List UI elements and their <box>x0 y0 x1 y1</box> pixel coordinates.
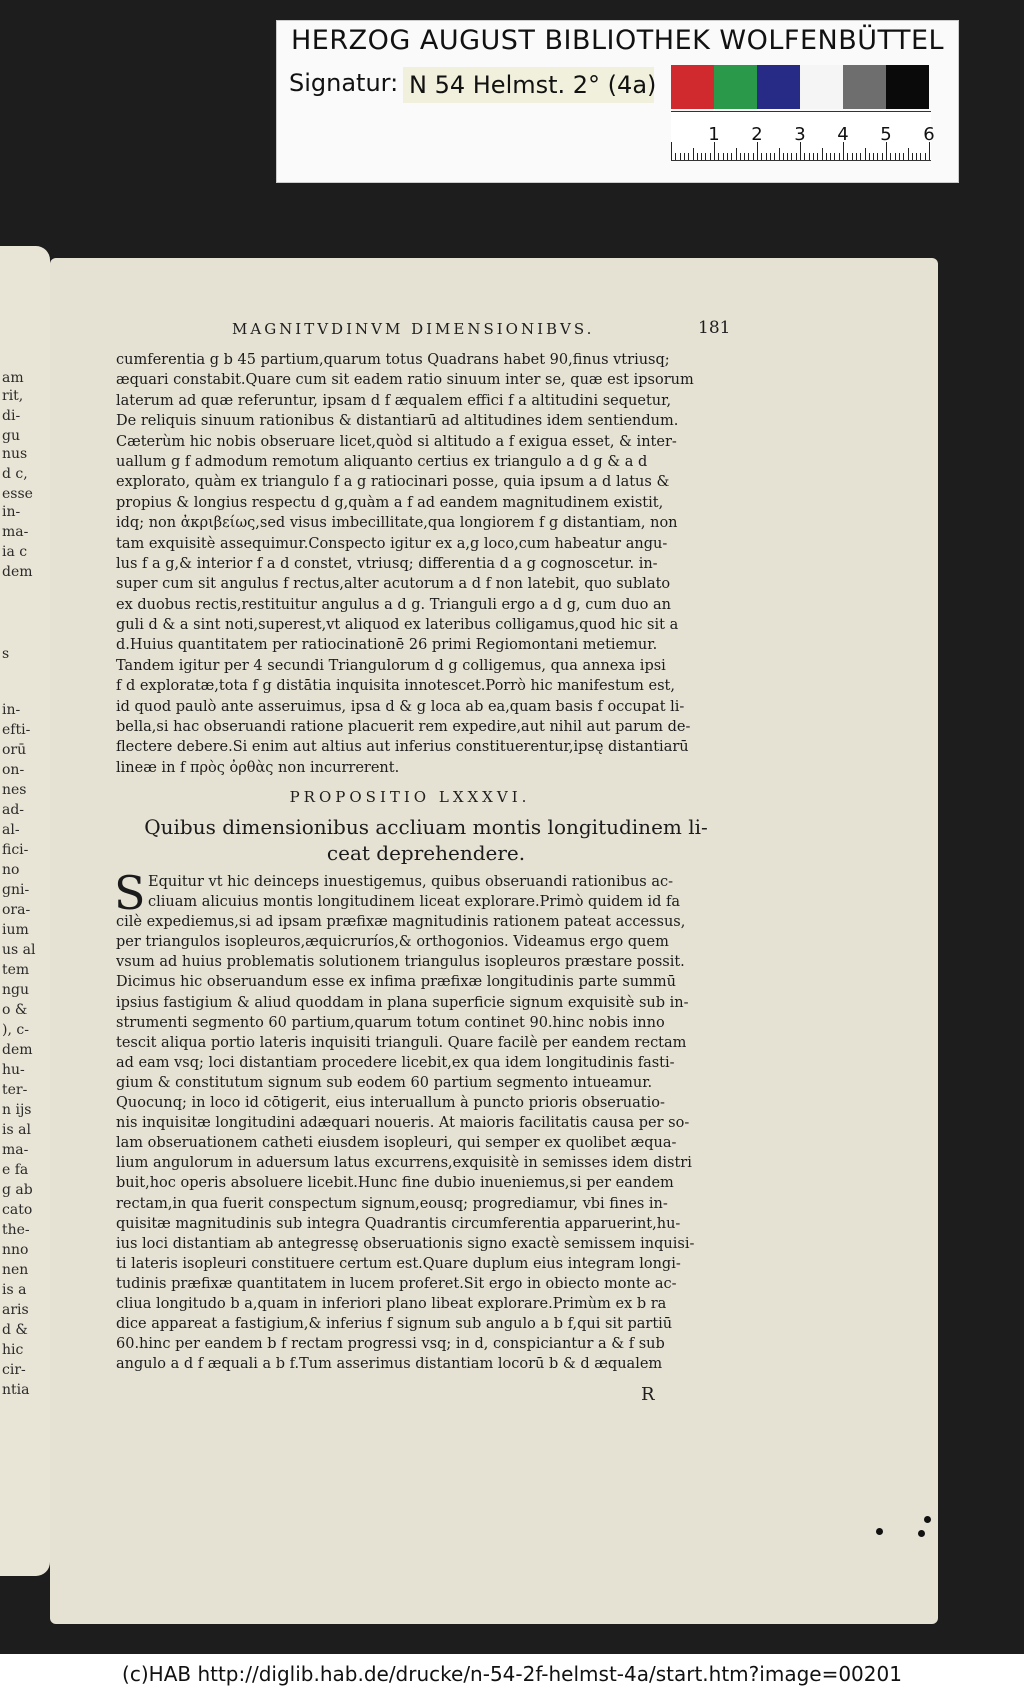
section-title <box>116 814 736 866</box>
left-page-text-fragment: ter- <box>2 1082 28 1098</box>
ink-dot <box>924 1516 931 1523</box>
ruler-tick <box>727 153 728 160</box>
ruler-tick <box>826 153 827 160</box>
measurement-ruler <box>671 111 935 161</box>
paragraph-2 <box>114 866 736 1374</box>
left-page-text-fragment: ), c- <box>2 1022 29 1038</box>
color-swatch <box>714 65 757 109</box>
ruler-tick <box>766 153 767 160</box>
text-line: ad eam vsq; loci distantiam procedere licebit,ex qua idem longitudinis fasti- <box>116 1054 675 1071</box>
ruler-tick <box>834 153 835 160</box>
color-swatch <box>671 65 714 109</box>
text-line: propius & longius respectu d g,quàm a f ad eandem magnitudinem existit, <box>116 494 664 511</box>
ruler-tick <box>890 153 891 160</box>
ruler-tick <box>723 153 724 160</box>
left-page-text-fragment: gu <box>2 428 20 444</box>
ruler-tick <box>809 153 810 160</box>
left-page-text-fragment: cato <box>2 1202 33 1218</box>
left-page-text-fragment: rit, <box>2 388 24 404</box>
ruler-tick <box>908 148 909 160</box>
text-line: explorato, quàm ex triangulo f a g ratiocinari posse, quia ipsum a d latus & <box>116 474 670 491</box>
ruler-tick <box>847 153 848 160</box>
color-calibration-swatches <box>671 65 929 109</box>
text-line: cilè expediemus,si ad ipsam præfixæ magnitudinis rationem pateat accessus, <box>116 914 686 931</box>
ruler-tick <box>753 153 754 160</box>
left-page-text-fragment: tem <box>2 962 30 978</box>
library-name: HERZOG AUGUST BIBLIOTHEK WOLFENBÜTTEL <box>291 25 945 56</box>
text-line: lineæ in f πρὸς ὀρθὰς non incurrerent. <box>116 759 400 776</box>
ruler-tick <box>718 153 719 160</box>
text-line: lam obseruationem catheti eiusdem isopleuri, qui semper ex quolibet æqua- <box>116 1135 677 1152</box>
ruler-tick <box>774 153 775 160</box>
left-page-text-fragment: the- <box>2 1222 30 1238</box>
text-line: ti lateris isopleuri constituere certum est.Quare duplum eius integram longi- <box>116 1255 681 1272</box>
ruler-tick <box>882 153 883 160</box>
text-line: buit,hoc operis absoluere licebit.Hunc fine dubio inueniemus,si per eandem <box>116 1175 674 1192</box>
left-page-text-fragment: hu- <box>2 1062 25 1078</box>
book-page <box>50 258 938 1624</box>
left-page-text-fragment: is al <box>2 1122 31 1138</box>
text-line: laterum ad quæ referuntur, ipsam d f æqualem effici f a altitudini sequetur, <box>116 392 672 409</box>
ruler-tick <box>920 153 921 160</box>
left-page-text-fragment: o & <box>2 1002 28 1018</box>
ruler-tick <box>693 148 694 160</box>
signatur-value: N 54 Helmst. 2° (4a) <box>403 67 654 103</box>
left-page-text-fragment: dem <box>2 564 33 580</box>
text-line: vsum ad huius problematis solutionem triangulus isopleuros præstare possit. <box>116 954 685 971</box>
left-page-text-fragment: d c, <box>2 466 28 482</box>
text-line: gium & constitutum signum sub eodem 60 partium segmento intueamur. <box>116 1074 653 1091</box>
text-line: uallum g f admodum remotum aliquanto certius ex triangulo a d g & a d <box>116 453 648 470</box>
text-line: Cæterùm hic nobis obseruare licet,quòd si altitudo a f exigua esset, & inter- <box>116 433 677 450</box>
ruler-tick <box>796 153 797 160</box>
left-page-text-fragment: e fa <box>2 1162 29 1178</box>
left-page-text-fragment: hic <box>2 1342 24 1358</box>
ruler-tick <box>701 153 702 160</box>
left-page-text-fragment: ma- <box>2 1142 29 1158</box>
left-page-text-fragment: in- <box>2 504 21 520</box>
ruler-tick <box>877 153 878 160</box>
left-page-text-fragment: ntia <box>2 1382 30 1398</box>
left-facing-page-edge <box>0 246 50 1576</box>
signature-mark: R <box>641 1384 655 1405</box>
text-line: cliuam alicuius montis longitudinem liceat explorare.Primò quidem id fa <box>148 894 681 911</box>
text-line: cumferentia g b 45 partium,quarum totus Quadrans habet 90,finus vtriusq; <box>116 352 670 368</box>
page-number: 181 <box>698 318 731 338</box>
left-page-text-fragment: nes <box>2 782 27 798</box>
left-page-text-fragment: ngu <box>2 982 29 998</box>
left-page-text-fragment: nno <box>2 1242 29 1258</box>
left-page-text-fragment: d & <box>2 1322 28 1338</box>
left-page-text-fragment: in- <box>2 702 21 718</box>
text-line: super cum sit angulus f rectus,alter acutorum a d f non latebit, quo sublato <box>116 576 671 593</box>
ruler-tick <box>916 153 917 160</box>
text-line: lus f a g,& interior f a d constet, vtriusq; differentia d a g cognoscetur. in- <box>116 555 658 572</box>
text-line: tudinis præfixæ quantitatem in lucem proferet.Sit ergo in obiecto monte ac- <box>116 1275 677 1292</box>
left-page-text-fragment: dem <box>2 1042 33 1058</box>
ruler-tick <box>705 153 706 160</box>
left-page-text-fragment: am <box>2 370 24 386</box>
left-page-text-fragment: efti- <box>2 722 31 738</box>
text-line: guli d & a sint noti,superest,vt aliquod ex lateribus colligamus,quod hic sit a <box>116 617 679 634</box>
ruler-tick <box>675 153 676 160</box>
left-page-text-fragment: ma- <box>2 524 29 540</box>
text-line: idq; non ἀκριβείως,sed visus imbecillitate,qua longiorem f g distantiam, non <box>116 515 678 532</box>
text-line: ipsius fastigium & aliud quoddam in plana superficie signum exquisitè sub in- <box>116 994 689 1011</box>
drop-cap: S <box>114 866 146 920</box>
ruler-tick <box>817 153 818 160</box>
ruler-tick <box>869 153 870 160</box>
ruler-tick <box>856 153 857 160</box>
library-label-card <box>276 20 959 183</box>
left-page-text-fragment: di- <box>2 408 21 424</box>
text-line: tescit aliqua portio lateris inquisiti trianguli. Quare facilè per eandem rectam <box>116 1034 687 1051</box>
section-title-line-2: ceat deprehendere. <box>326 841 526 865</box>
text-line: æquari constabit.Quare cum sit eadem ratio sinuum inter se, quæ est ipsorum <box>116 372 694 389</box>
color-swatch <box>886 65 929 109</box>
text-line: angulo a d f æquali a b f.Tum asserimus distantiam locorū b & d æqualem <box>116 1356 663 1373</box>
text-line: flectere debere.Si enim aut altius aut inferius constituerentur,ipsę distantiarū <box>116 739 689 756</box>
ruler-tick <box>783 153 784 160</box>
color-swatch <box>800 65 843 109</box>
ruler-number: 2 <box>751 124 763 145</box>
ruler-tick <box>731 153 732 160</box>
ruler-tick <box>813 153 814 160</box>
ruler-tick <box>830 153 831 160</box>
ruler-tick <box>744 153 745 160</box>
left-page-text-fragment: fici- <box>2 842 29 858</box>
ruler-tick <box>779 148 780 160</box>
left-page-text-fragment: esse <box>2 486 33 502</box>
left-page-text-fragment: ad- <box>2 802 25 818</box>
ruler-number: 5 <box>880 124 892 145</box>
left-page-text-fragment: no <box>2 862 20 878</box>
ink-dot <box>876 1528 883 1535</box>
ruler-number: 1 <box>708 124 720 145</box>
left-page-text-fragment: is a <box>2 1282 27 1298</box>
text-line: bella,si hac obseruandi ratione placuerit rem expedire,aut nihil aut parum de- <box>116 719 691 736</box>
ruler-tick <box>787 153 788 160</box>
text-line: d.Huius quantitatem per ratiocinationē 26 primi Regiomontani metiemur. <box>116 637 658 654</box>
ruler-tick <box>680 153 681 160</box>
ruler-tick <box>895 153 896 160</box>
left-page-text-fragment: nus <box>2 446 28 462</box>
ruler-tick <box>925 153 926 160</box>
text-line: lium angulorum in aduersum latus excurrens,exquisitè in semisses idem distri <box>116 1155 692 1172</box>
left-page-text-fragment: g ab <box>2 1182 33 1198</box>
text-line: quisitæ magnitudinis sub integra Quadrantis circumferentia apparuerint,hu- <box>116 1215 681 1232</box>
text-line: 60.hinc per eandem b f rectam progressi vsq; in d, conspiciantur a & f sub <box>116 1336 665 1353</box>
ruler-tick <box>899 153 900 160</box>
left-page-text-fragment: al- <box>2 822 20 838</box>
left-page-text-fragment: us al <box>2 942 36 958</box>
ruler-tick <box>736 148 737 160</box>
ruler-tick <box>852 153 853 160</box>
paragraph-1 <box>116 350 736 778</box>
ruler-tick <box>903 153 904 160</box>
left-page-text-fragment: cir- <box>2 1362 26 1378</box>
ruler-tick <box>748 153 749 160</box>
ink-dot <box>918 1530 925 1537</box>
section-title-line-1: Quibus dimensionibus accliuam montis longitudinem li- <box>144 815 708 839</box>
ruler-tick <box>839 153 840 160</box>
ruler-tick <box>791 153 792 160</box>
ruler-tick <box>860 153 861 160</box>
proposition-heading: PROPOSITIO LXXXVI. <box>289 788 531 806</box>
left-page-text-fragment: s <box>2 646 10 662</box>
text-line: ex duobus rectis,restituitur angulus a d g. Trianguli ergo a d g, cum duo an <box>116 596 672 613</box>
ruler-tick <box>740 153 741 160</box>
left-page-text-fragment: orū <box>2 742 27 758</box>
text-line: tam exquisitè assequimur.Conspecto igitur ex a,g loco,cum habeatur angu- <box>116 535 668 552</box>
ruler-number: 3 <box>794 124 806 145</box>
text-line: rectam,in qua fuerit conspectum signum,eousq; progrediamur, vbi fines in- <box>116 1195 668 1212</box>
text-line: strumenti segmento 60 partium,quarum totum continet 90.hinc nobis inno <box>116 1014 665 1031</box>
left-page-text-fragment: ia c <box>2 544 28 560</box>
running-head: MAGNITVDINVM DIMENSIONIBVS. <box>232 320 595 338</box>
ruler-tick <box>710 153 711 160</box>
ruler-tick <box>873 153 874 160</box>
left-page-text-fragment: ium <box>2 922 29 938</box>
ruler-tick <box>822 148 823 160</box>
text-line: Tandem igitur per 4 secundi Triangulorum d g colligemus, qua annexa ipsi <box>116 657 666 674</box>
ruler-tick <box>761 153 762 160</box>
text-line: per triangulos isopleuros,æquicruríos,& orthogonios. Videamus ergo quem <box>116 934 669 951</box>
ruler-tick <box>697 153 698 160</box>
ruler-tick <box>912 153 913 160</box>
text-line: Dicimus hic obseruandum esse ex infima præfixæ longitudinis parte summū <box>116 974 676 991</box>
ruler-number: 4 <box>837 124 849 145</box>
text-line: dice appareat a fastigium,& inferius f signum sub angulo a b f,qui sit partiū <box>116 1316 673 1333</box>
ruler-tick <box>684 153 685 160</box>
text-line: cliua longitudo b a,quam in inferiori plano libeat explorare.Primùm ex b ra <box>116 1295 667 1312</box>
left-page-text-fragment: gni- <box>2 882 30 898</box>
signatur-label: Signatur: <box>289 69 399 97</box>
left-page-text-fragment: nen <box>2 1262 29 1278</box>
ruler-tick <box>865 148 866 160</box>
copyright-footer: (c)HAB http://diglib.hab.de/drucke/n-54-2f-helmst-4a/start.htm?image=00201 <box>0 1654 1024 1694</box>
text-line: id quod paulò ante asseruimus, ipsa d & g loca ab ea,quam basis f occupat li- <box>116 698 685 715</box>
ruler-number: 6 <box>923 124 935 145</box>
ruler-tick <box>770 153 771 160</box>
left-page-text-fragment: on- <box>2 762 25 778</box>
left-page-text-fragment: ora- <box>2 902 31 918</box>
color-swatch <box>843 65 886 109</box>
text-line: nis inquisitæ longitudini adæquari noueris. At maioris facilitatis causa per so- <box>116 1115 690 1132</box>
text-line: Equitur vt hic deinceps inuestigemus, quibus obseruandi rationibus ac- <box>148 874 673 890</box>
color-swatch <box>757 65 800 109</box>
text-line: f d exploratæ,tota f g distātia inquisita innotescet.Porrò hic manifestum est, <box>116 678 675 695</box>
ruler-tick <box>804 153 805 160</box>
ruler-tick <box>688 153 689 160</box>
left-page-text-fragment: n ijs <box>2 1102 32 1118</box>
left-page-text-fragment: aris <box>2 1302 29 1318</box>
text-line: Quocunq; in loco id cōtigerit, eius interuallum à puncto prioris obseruatio- <box>116 1095 665 1112</box>
text-line: De reliquis sinuum rationibus & distantiarū ad altitudines idem sentiendum. <box>116 413 679 430</box>
ruler-tick <box>671 142 672 160</box>
text-line: ius loci distantiam ab antegressę obseruationis signo exactè semissem inquisi- <box>116 1235 695 1252</box>
